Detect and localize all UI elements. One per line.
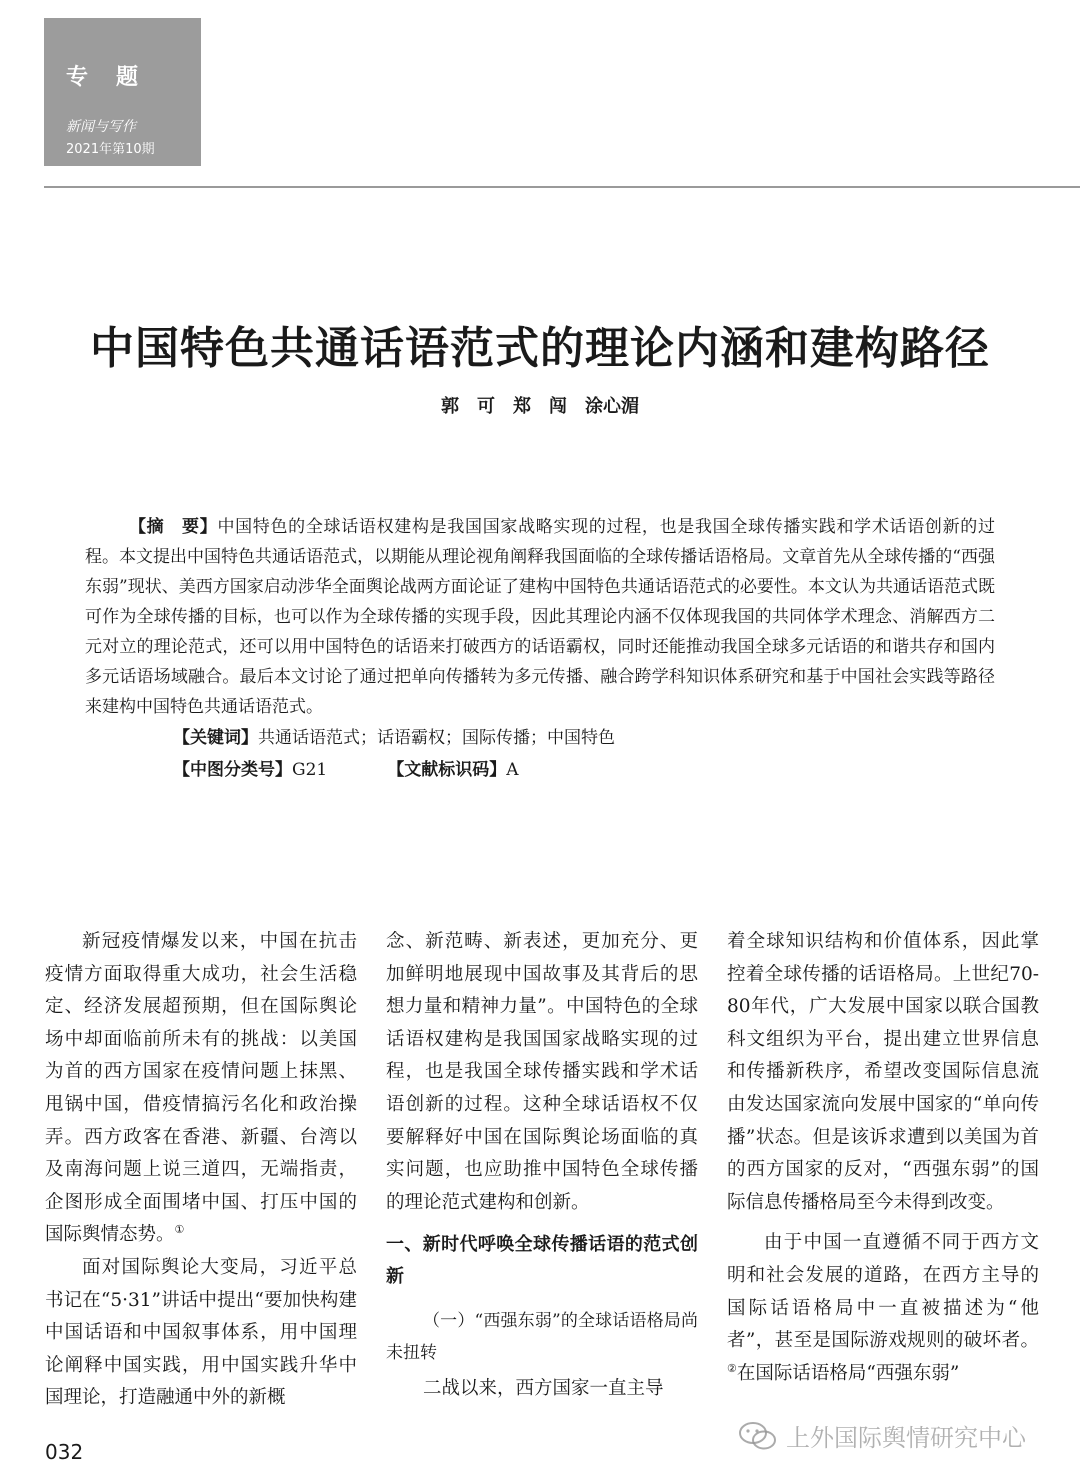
classification-line	[85, 754, 995, 786]
body-text: 面对国际舆论大变局，习近平总书记在“5·31”讲话中提出“要加快构建中国话语和中国叙事体系，用中国理论阐释中国实践，用中国实践升华中国理论，打造融通中外的新概	[45, 1256, 357, 1409]
body-paragraph-1	[45, 926, 357, 1252]
section-label: 专题	[66, 65, 167, 90]
article-authors: 郭 可 郑 闯 涂心湄	[441, 396, 639, 417]
body-text: 由于中国一直遵循不同于西方文明和社会发展的道路，在西方主导的国际话语格局中一直被描述为“他者”，甚至是国际游戏规则的破坏者。	[727, 1232, 1039, 1352]
body-column-1	[45, 926, 357, 1415]
journal-name: 新闻与写作	[66, 119, 136, 135]
keywords-line	[85, 722, 995, 754]
body-paragraph-4	[727, 1227, 1039, 1390]
body-paragraph-3-cont: 着全球知识结构和价值体系，因此掌控着全球传播的话语格局。上世纪70-80年代，广大发展中国家以联合国教科文组织为平台，提出建立世界信息和传播新秩序，希望改变国际信息流由发达国家流向发展中国家的“单向传播”状态。但是该诉求遭到以美国为首的西方国家的反对，“西强东弱”的国际信息传播格局至今未得到改变。	[727, 931, 1039, 1213]
body-paragraph-3-start: 二战以来，西方国家一直主导	[423, 1378, 664, 1400]
clc-value: G21	[292, 760, 328, 780]
body-paragraph-2-start	[45, 1252, 357, 1415]
abstract-label: 【摘 要】	[129, 517, 218, 537]
header-rule	[44, 186, 1080, 188]
body-column-2	[386, 926, 698, 1406]
article-title: 中国特色共通话语范式的理论内涵和建构路径	[90, 323, 990, 374]
watermark	[738, 1418, 1026, 1453]
watermark-text: 上外国际舆情研究中心	[786, 1424, 1026, 1452]
section-header-box	[44, 18, 201, 166]
footnote-ref-2[interactable]: ②	[727, 1361, 737, 1375]
footnote-ref-1[interactable]: ①	[174, 1223, 185, 1237]
journal-issue: 2021年第10期	[66, 142, 155, 157]
wechat-icon	[738, 1420, 778, 1452]
doc-code-label: 【文献标识码】	[387, 760, 507, 780]
body-paragraph-2-cont: 念、新范畴、新表述，更加充分、更加鲜明地展现中国故事及其背后的思想力量和精神力量”。中国特色的全球话语权建构是我国国家战略实现的过程，也是我国全球传播实践和学术话语创新的过程。这种全球话语权不仅要解释好中国在国际舆论场面临的真实问题，也应助推中国特色全球传播的理论范式建构和创新。	[386, 931, 698, 1213]
abstract-block	[85, 512, 995, 786]
body-column-3	[727, 926, 1039, 1390]
abstract-paragraph	[85, 512, 995, 722]
abstract-text: 中国特色的全球话语权建构是我国国家战略实现的过程，也是我国全球传播实践和学术话语创新的过程。本文提出中国特色共通话语范式，以期能从理论视角阐释我国面临的全球传播话语格局。文章首先从全球传播的“西强东弱”现状、美西方国家启动涉华全面舆论战两方面论证了建构中国特色共通话语范式的必要性。本文认为共通话语范式既可作为全球传播的目标，也可以作为全球传播的实现手段，因此其理论内涵不仅体现我国的共同体学术理念、消解西方二元对立的理论范式，还可以用中国特色的话语来打破西方的话语霸权，同时还能推动我国全球多元话语的和谐共存和国内多元话语场域融合。最后本文讨论了通过把单向传播转为多元传播、融合跨学科知识体系研究和基于中国社会实践等路径来建构中国特色共通话语范式。	[85, 517, 995, 717]
clc-label: 【中图分类号】	[173, 760, 292, 780]
page-number: 032	[45, 1440, 84, 1464]
section-heading-1: 一、新时代呼唤全球传播话语的范式创新	[386, 1234, 698, 1288]
keywords-text: 共通话语范式；话语霸权；国际传播；中国特色	[258, 728, 615, 748]
body-text: 在国际话语格局“西强东弱”	[736, 1362, 960, 1384]
doc-code-value: A	[506, 760, 519, 780]
keywords-label: 【关键词】	[173, 728, 258, 748]
body-text: 新冠疫情爆发以来，中国在抗击疫情方面取得重大成功，社会生活稳定、经济发展超预期，但在国际舆论场中却面临前所未有的挑战：以美国为首的西方国家在疫情问题上抹黑、甩锅中国，借疫情搞污名化和政治操弄。西方政客在香港、新疆、台湾以及南海问题上说三道四，无端指责，企图形成全面围堵中国、打压中国的国际舆情态势。	[45, 931, 357, 1246]
subsection-heading-1: （一）“西强东弱”的全球话语格局尚未扭转	[386, 1311, 698, 1364]
